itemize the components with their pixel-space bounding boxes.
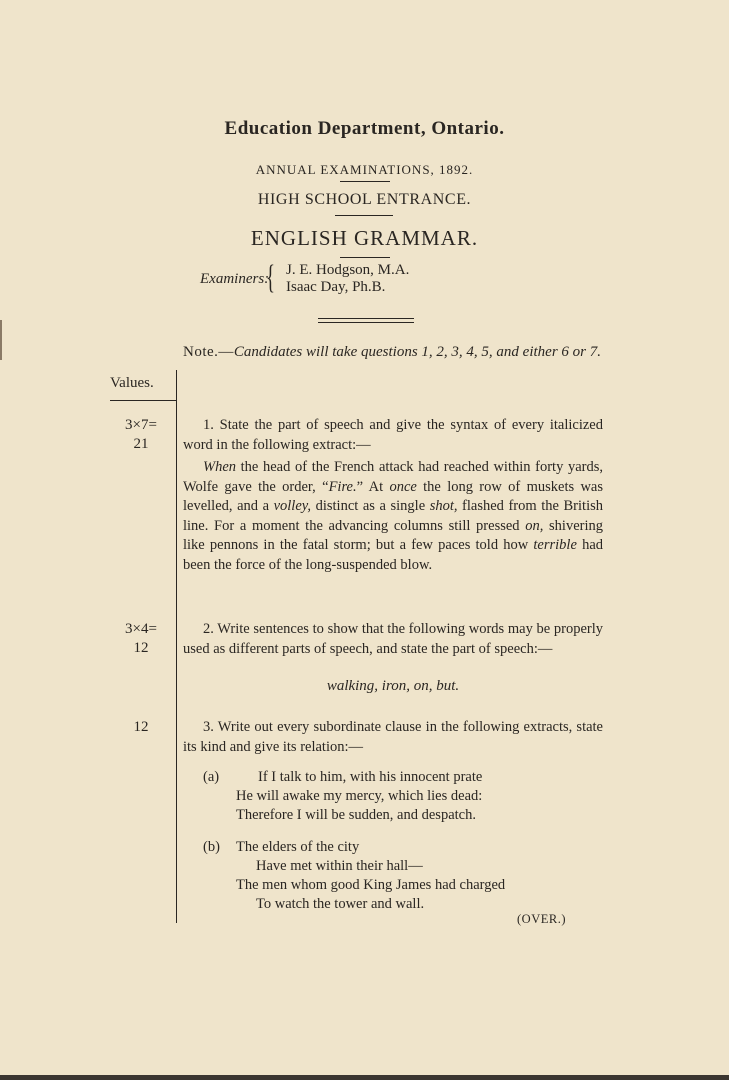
double-rule-top <box>318 318 414 319</box>
annual-examinations: ANNUAL EXAMINATIONS, 1892. <box>255 162 474 177</box>
department-title: Education Department, Ontario. <box>224 118 505 139</box>
question-1 <box>183 416 603 575</box>
question-3 <box>183 718 603 757</box>
examiners-label: Examiners: <box>200 271 270 287</box>
divider <box>340 181 390 182</box>
q3-a-line-1: If I talk to him, with his innocent prate <box>258 769 483 785</box>
subject-title: ENGLISH GRAMMAR. <box>250 226 479 250</box>
q1-extract: When the head of the French attack had reached within forty yards, Wolfe gave the order, “Fire.” At once the long row of muskets was levelled, and a volley, distinct as a single shot, flashed from the British line. For a moment the advancing columns still pressed on, shivering like pennons in the fatal storm; but a few paces told how terrible had been the force of the long-suspended blow. <box>183 459 604 573</box>
values-column-rule <box>176 370 177 923</box>
divider <box>340 257 390 258</box>
page-bottom-edge <box>0 1075 729 1080</box>
q3-mark: 12 <box>133 719 149 735</box>
q3-b-line-3: The men whom good King James had charged <box>236 877 506 893</box>
divider <box>335 215 393 216</box>
binding-mark <box>0 320 2 360</box>
q3-b-label: (b) <box>203 839 220 855</box>
over-marker: (OVER.) <box>517 912 566 926</box>
note-head: Note.— <box>183 344 234 360</box>
examiners-block <box>200 259 540 302</box>
q3-b-line-2: Have met within their hall— <box>256 858 423 874</box>
q1-mark-total: 21 <box>133 436 149 452</box>
q3-b-line-1: The elders of the city <box>236 839 360 855</box>
examiner-names <box>286 262 409 296</box>
q2-mark: 3×4= <box>125 621 157 637</box>
brace-glyph: { <box>266 259 275 296</box>
q3-a-line-3: Therefore I will be sudden, and despatch. <box>236 807 476 823</box>
q3-prompt: 3. Write out every subordinate clause in the following extracts, state its kind and give its relation:— <box>183 719 603 755</box>
q1-prompt: 1. State the part of speech and give the syntax of every italicized word in the following extract:— <box>183 417 603 453</box>
q3-a-line-2: He will awake my mercy, which lies dead: <box>236 788 483 804</box>
examiner-1: J. E. Hodgson, M.A. <box>286 262 410 278</box>
q3-a-label: (a) <box>203 769 220 785</box>
examiner-2: Isaac Day, Ph.B. <box>286 279 386 295</box>
q2-prompt: 2. Write sentences to show that the following words may be properly used as different parts of speech, and state the part of speech:— <box>183 621 603 657</box>
school-title: HIGH SCHOOL ENTRANCE. <box>257 191 472 208</box>
values-label: Values. <box>110 375 154 391</box>
q2-words: walking, iron, on, but. <box>326 678 460 694</box>
double-rule-bottom <box>318 322 414 323</box>
note-text: Candidates will take questions 1, 2, 3, 4, 5, and either 6 or 7. <box>233 344 601 360</box>
values-underline <box>110 400 176 401</box>
q3-b-line-4: To watch the tower and wall. <box>256 896 425 912</box>
question-2 <box>183 620 603 659</box>
note <box>177 343 607 362</box>
q1-mark: 3×7= <box>125 417 157 433</box>
q2-mark-total: 12 <box>133 640 149 656</box>
